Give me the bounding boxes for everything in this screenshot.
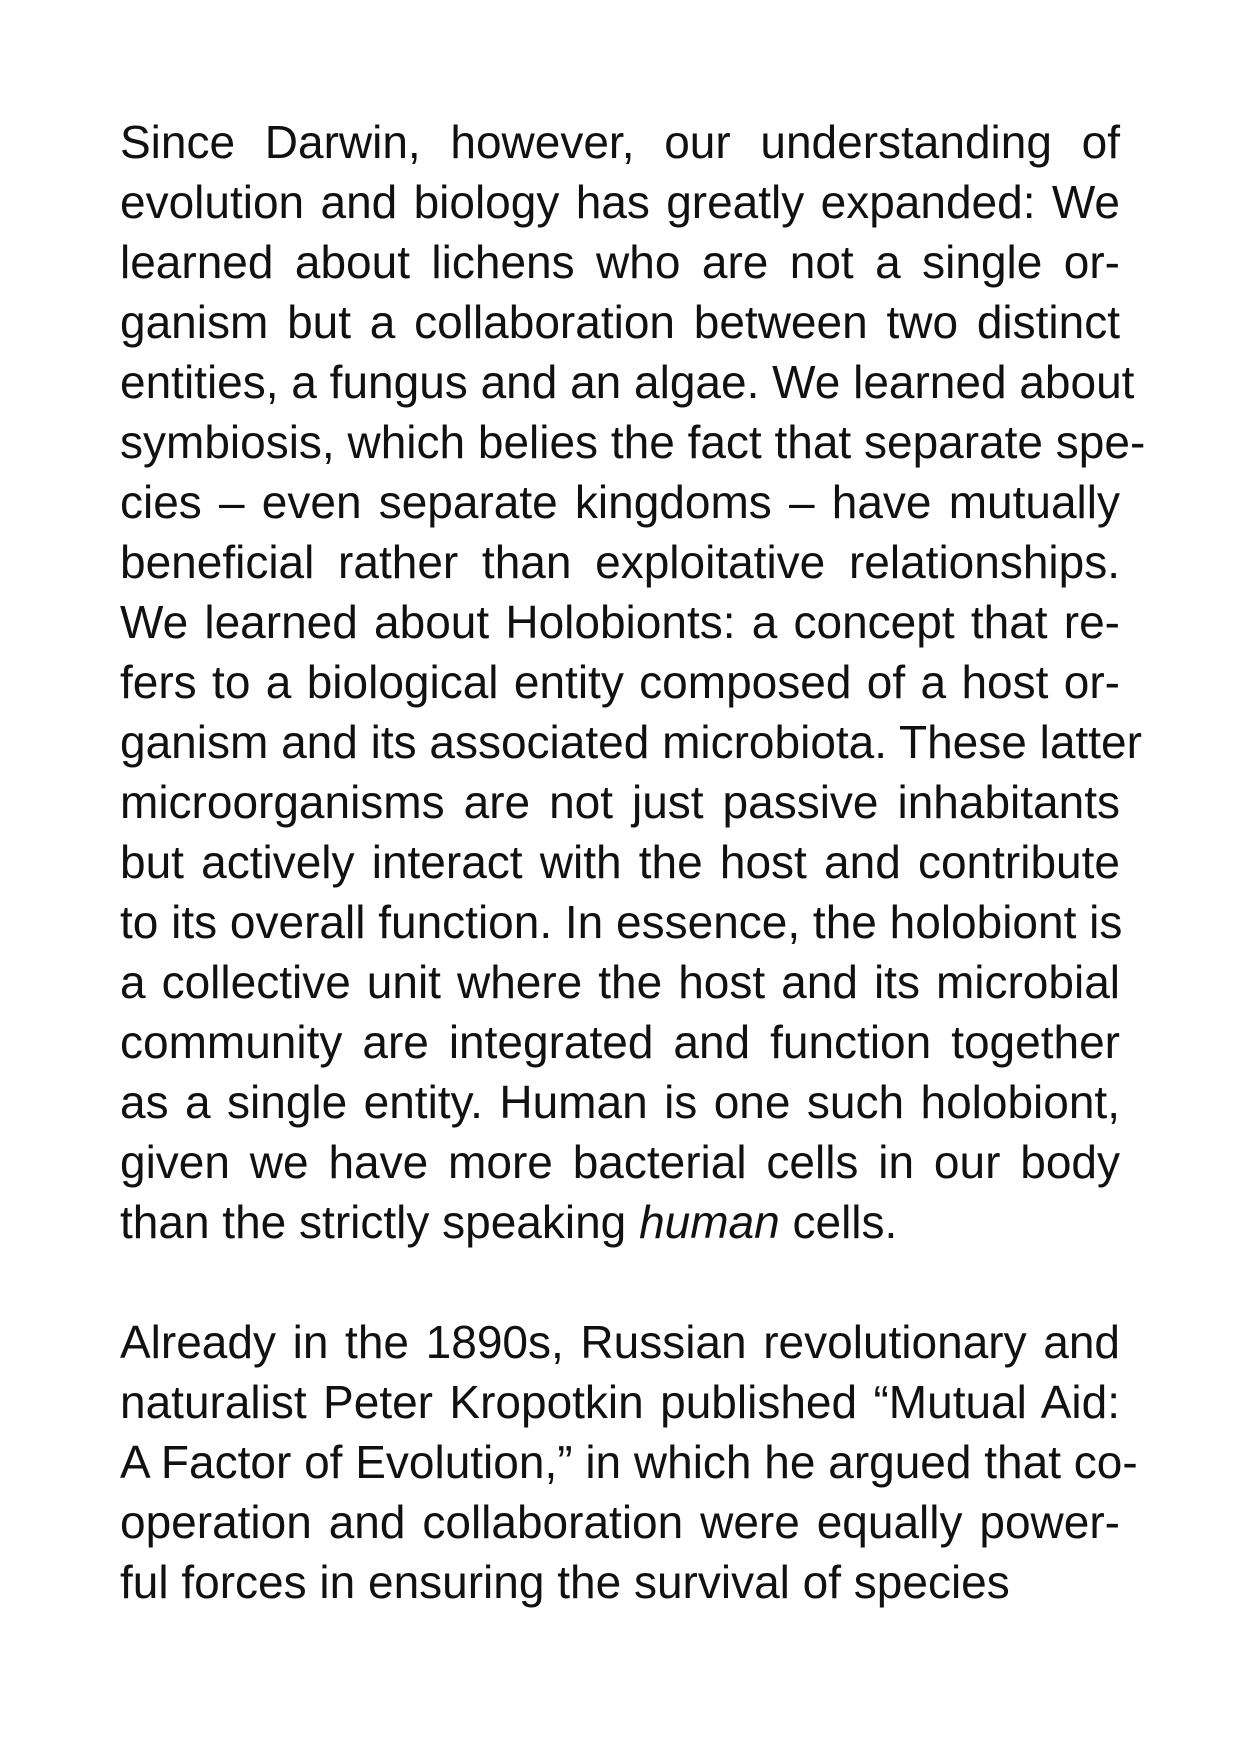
- text-line: symbiosis, which belies the fact that separate spe-: [120, 416, 1146, 468]
- text-line: fers to a biological entity composed of a host or-: [120, 656, 1120, 708]
- text-line: entities, a fungus and an algae. We learned about: [120, 356, 1135, 408]
- text-line: naturalist Peter Kropotkin published “Mutual Aid:: [120, 1376, 1120, 1428]
- text-line: given we have more bacterial cells in our body: [120, 1136, 1120, 1188]
- italic-emphasis: human: [639, 1196, 780, 1248]
- text-line: Since Darwin, however, our understanding of: [120, 116, 1120, 168]
- text-line: community are integrated and function together: [120, 1016, 1120, 1068]
- text-line: evolution and biology has greatly expanded: We: [120, 176, 1120, 228]
- text-line: but actively interact with the host and contribute: [120, 836, 1120, 888]
- text-line: Already in the 1890s, Russian revolutionary and: [120, 1316, 1120, 1368]
- text-line: as a single entity. Human is one such holobiont,: [120, 1076, 1120, 1128]
- text-line-last: [120, 1192, 1120, 1252]
- text-line: operation and collaboration were equally power-: [120, 1496, 1120, 1548]
- text-line: A Factor of Evolution,” in which he argued that co-: [120, 1436, 1138, 1488]
- text-line: cies – even separate kingdoms – have mutually: [120, 476, 1120, 528]
- paragraph-1: [120, 112, 1146, 1252]
- paragraph-2: [120, 1312, 1138, 1612]
- text-line: to its overall function. In essence, the holobiont is: [120, 896, 1123, 948]
- text-run: than the strictly speaking: [120, 1196, 640, 1248]
- text-line: We learned about Holobionts: a concept that re-: [120, 596, 1120, 648]
- text-line: a collective unit where the host and its microbial: [120, 956, 1120, 1008]
- text-line: learned about lichens who are not a single or-: [120, 236, 1120, 288]
- text-line: beneficial rather than exploitative relationships.: [120, 536, 1120, 588]
- text-line-last: ful forces in ensuring the survival of species: [120, 1556, 1010, 1608]
- text-run: cells.: [779, 1196, 898, 1248]
- text-line: microorganisms are not just passive inhabitants: [120, 776, 1120, 828]
- text-line: ganism but a collaboration between two distinct: [120, 296, 1120, 348]
- text-line: ganism and its associated microbiota. These latter: [120, 716, 1142, 768]
